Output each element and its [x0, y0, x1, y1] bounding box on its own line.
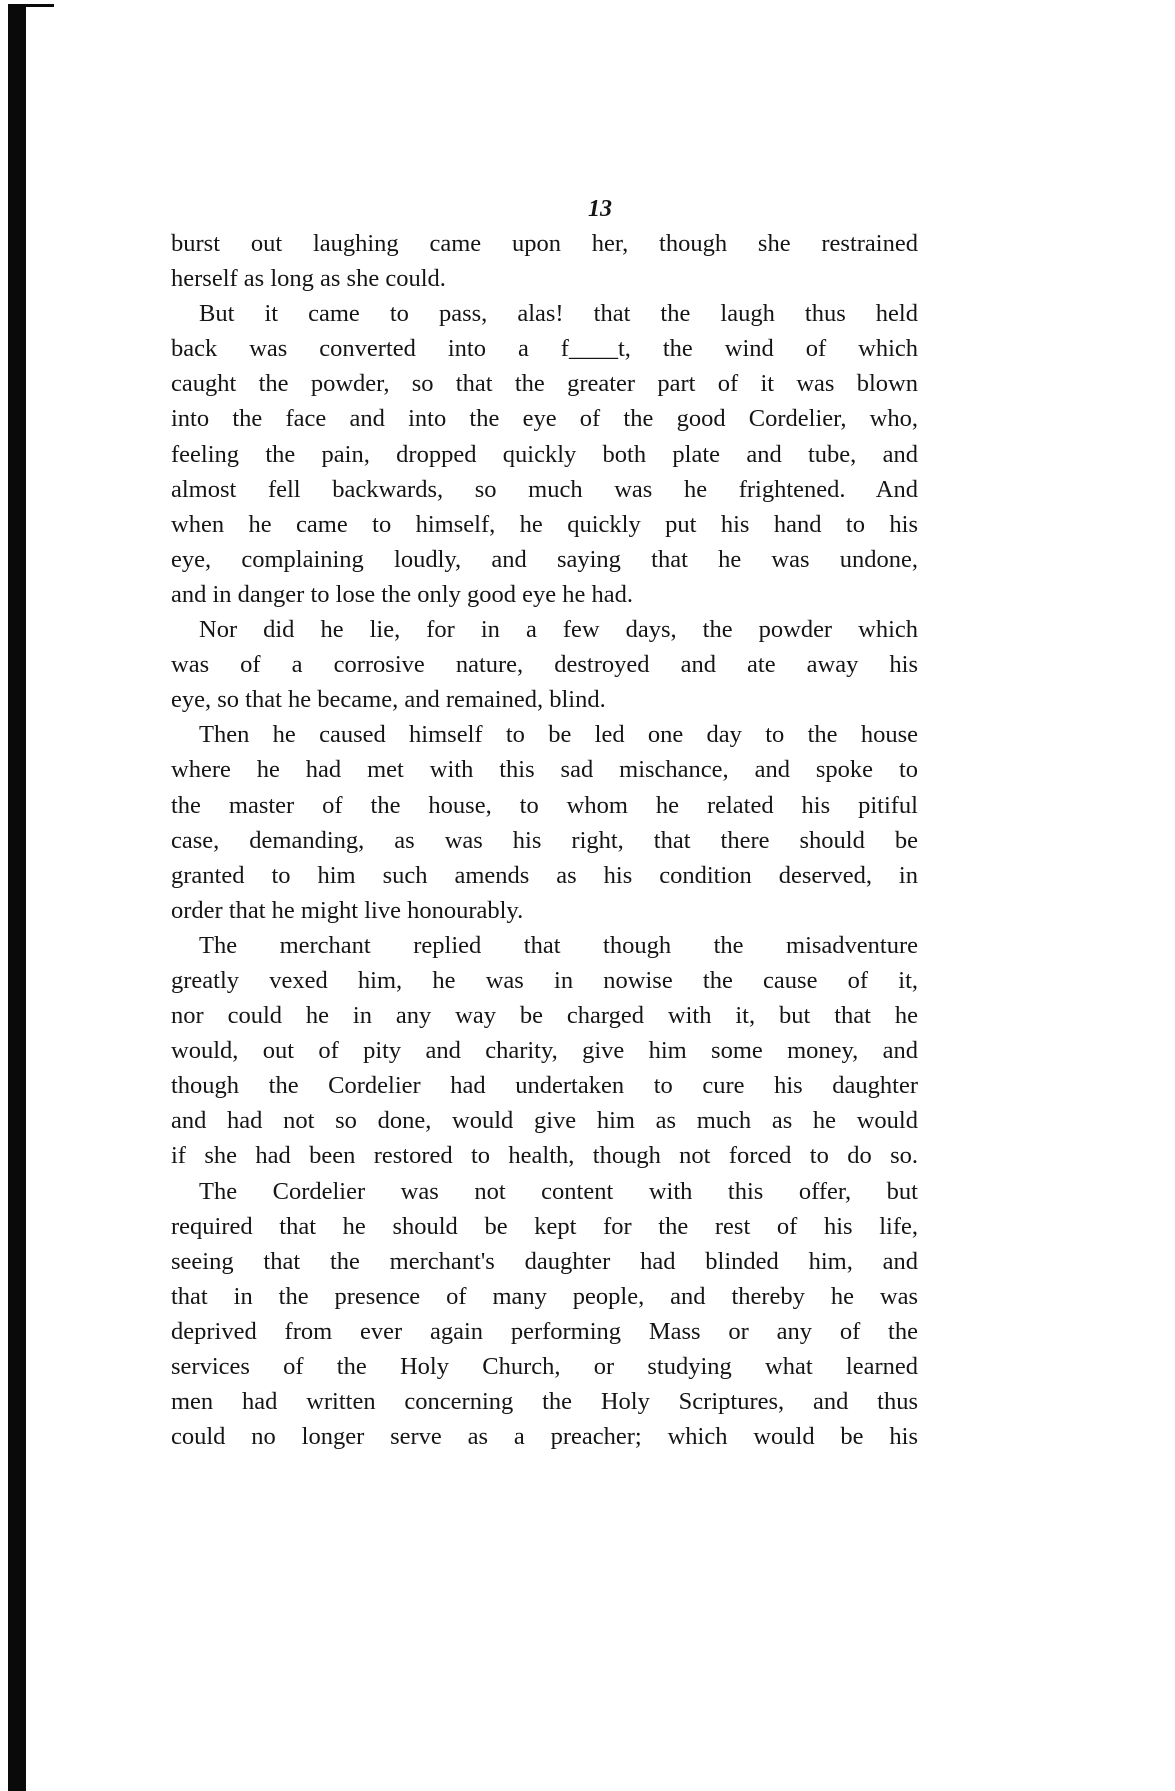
text-line: The merchant replied that though the misadventure	[199, 931, 918, 959]
text-line: burst out laughing came upon her, though she restrained	[171, 230, 918, 257]
text-line: case, demanding, as was his right, that there should be	[171, 826, 918, 854]
text-line: nor could he in any way be charged with it, but that he	[171, 1002, 918, 1030]
text-line: back was converted into a f____t, the wind of which	[171, 335, 918, 363]
text-line: The Cordelier was not content with this offer, but	[199, 1177, 918, 1205]
text-line: required that he should be kept for the rest of his life,	[171, 1212, 918, 1240]
body-text	[171, 226, 918, 1454]
text-line: and had not so done, would give him as much as he would	[171, 1107, 918, 1135]
text-line: seeing that the merchant's daughter had blinded him, and	[171, 1247, 918, 1275]
text-line: when he came to himself, he quickly put his hand to his	[171, 510, 918, 538]
text-line: that in the presence of many people, and thereby he was	[171, 1282, 918, 1310]
text-line: But it came to pass, alas! that the laugh thus held	[199, 300, 918, 328]
text-line: granted to him such amends as his condition deserved, in	[171, 861, 918, 889]
text-line: eye, complaining loudly, and saying that he was undone,	[171, 545, 918, 573]
text-line: if she had been restored to health, though not forced to do so.	[171, 1142, 918, 1170]
text-line: deprived from ever again performing Mass or any of the	[171, 1317, 918, 1345]
text-line: order that he might live honourably.	[171, 896, 524, 924]
text-line: would, out of pity and charity, give him some money, and	[171, 1037, 918, 1065]
text-line: the master of the house, to whom he related his pitiful	[171, 791, 918, 819]
text-line: could no longer serve as a preacher; which would be his	[171, 1423, 918, 1451]
text-line: eye, so that he became, and remained, blind.	[171, 686, 606, 714]
text-line: Then he caused himself to be led one day to the house	[199, 721, 918, 749]
text-line: and in danger to lose the only good eye he had.	[171, 580, 633, 608]
binding-edge	[8, 5, 26, 1791]
text-line: feeling the pain, dropped quickly both plate and tube, and	[171, 440, 918, 468]
text-line: into the face and into the eye of the good Cordelier, who,	[171, 405, 918, 433]
text-line: herself as long as she could.	[171, 265, 446, 293]
text-line: was of a corrosive nature, destroyed and ate away his	[171, 651, 918, 679]
text-line: Nor did he lie, for in a few days, the powder which	[199, 616, 918, 644]
text-line: though the Cordelier had undertaken to cure his daughter	[171, 1072, 918, 1100]
text-line: greatly vexed him, he was in nowise the cause of it,	[171, 966, 918, 994]
page-number: 13	[588, 196, 612, 222]
text-line: almost fell backwards, so much was he frightened. And	[171, 475, 918, 503]
text-line: services of the Holy Church, or studying what learned	[171, 1353, 918, 1380]
text-line: caught the powder, so that the greater part of it was blown	[171, 370, 918, 398]
text-line: men had written concerning the Holy Scriptures, and thus	[171, 1388, 918, 1416]
text-line: where he had met with this sad mischance, and spoke to	[171, 756, 918, 784]
